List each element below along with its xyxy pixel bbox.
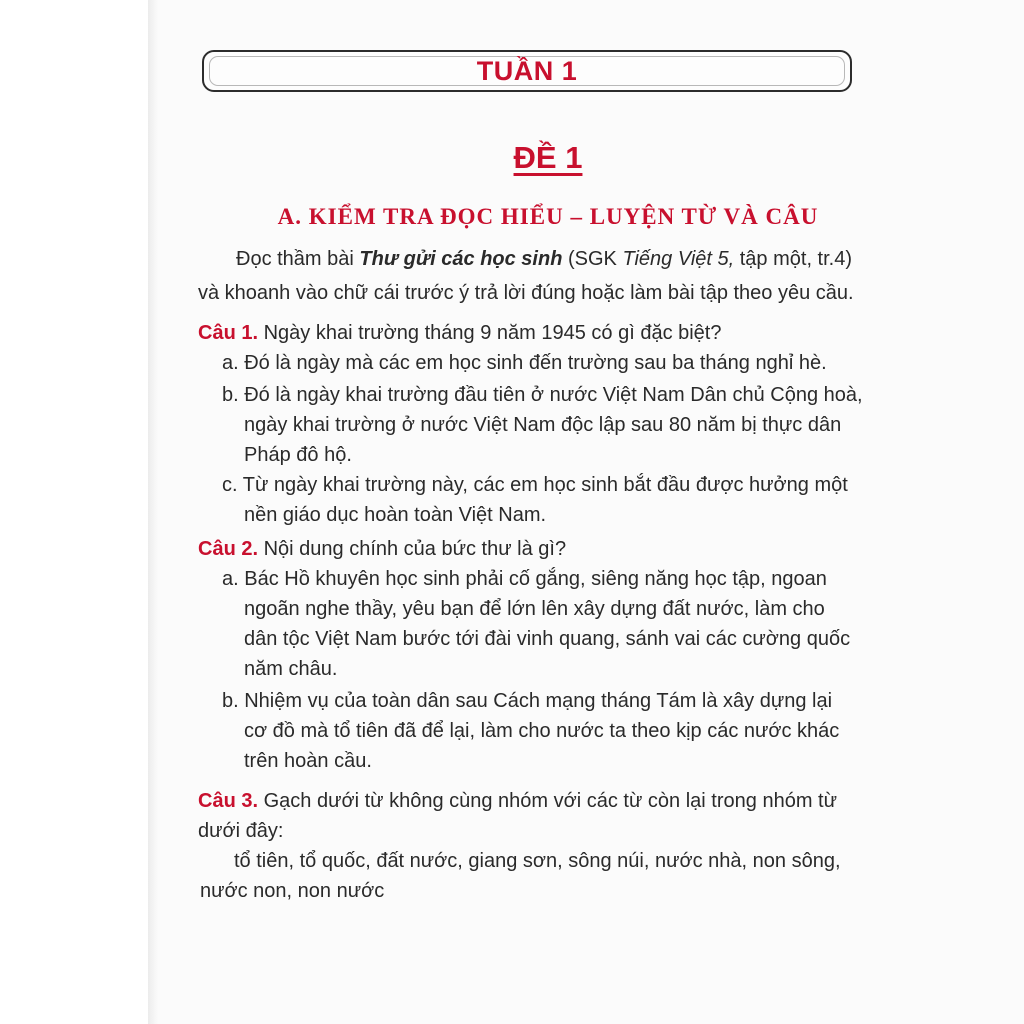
intro-line-1 (236, 246, 852, 272)
q1-option-c-line-1: c. Từ ngày khai trường này, các em học sinh bắt đầu được hưởng một (222, 474, 848, 496)
question-1-label: Câu 1. (198, 322, 259, 344)
q2-option-a-line-3: dân tộc Việt Nam bước tới đài vinh quang, sánh vai các cường quốc (244, 628, 851, 650)
question-3 (198, 788, 837, 814)
q3-words-line-1: tổ tiên, tổ quốc, đất nước, giang sơn, sông núi, nước nhà, non sông, (234, 850, 841, 872)
q1-option-b-line-3: Pháp đô hộ. (244, 444, 352, 466)
q2-option-b-line-2: cơ đồ mà tổ tiên đã để lại, làm cho nước ta theo kịp các nước khác (244, 720, 840, 742)
question-3-label: Câu 3. (198, 790, 259, 812)
question-1 (198, 320, 722, 346)
question-2-label: Câu 2. (198, 538, 259, 560)
q1-option-a: a. Đó là ngày mà các em học sinh đến trường sau ba tháng nghỉ hè. (222, 352, 827, 374)
question-3-line-2: dưới đây: (198, 820, 284, 842)
exam-title (148, 140, 948, 176)
q1-option-b-line-2: ngày khai trường ở nước Việt Nam độc lập sau 80 năm bị thực dân (244, 414, 842, 436)
question-2 (198, 536, 566, 562)
q1-option-c-line-2: nền giáo dục hoàn toàn Việt Nam. (244, 504, 547, 526)
textbook-page (148, 0, 1024, 1024)
section-title: A. KIỂM TRA ĐỌC HIỂU – LUYỆN TỪ VÀ CÂU (277, 204, 819, 229)
q2-option-a-line-4: năm châu. (244, 658, 338, 680)
exam-title-text: ĐỀ 1 (513, 140, 583, 175)
intro-line-2: và khoanh vào chữ cái trước ý trả lời đúng hoặc làm bài tập theo yêu cầu. (198, 282, 854, 304)
week-banner (202, 50, 852, 92)
q2-option-b-line-3: trên hoàn cầu. (244, 750, 372, 772)
intro-prefix: Đọc thầm bài (236, 248, 360, 270)
intro-book: Tiếng Việt 5, (622, 248, 735, 270)
intro-suffix: tập một, tr.4) (734, 248, 853, 270)
question-3-text: Gạch dưới từ không cùng nhóm với các từ còn lại trong nhóm từ (258, 790, 837, 812)
q3-words-line-2: nước non, non nước (200, 880, 385, 902)
q2-option-a-line-2: ngoãn nghe thầy, yêu bạn để lớn lên xây dựng đất nước, làm cho (244, 598, 825, 620)
week-title: TUẦN 1 (476, 55, 578, 86)
q1-option-b-line-1: b. Đó là ngày khai trường đầu tiên ở nước Việt Nam Dân chủ Cộng hoà, (222, 384, 863, 406)
question-2-text: Nội dung chính của bức thư là gì? (258, 538, 567, 560)
q2-option-b-line-1: b. Nhiệm vụ của toàn dân sau Cách mạng tháng Tám là xây dựng lại (222, 690, 833, 712)
question-1-text: Ngày khai trường tháng 9 năm 1945 có gì đặc biệt? (258, 322, 722, 344)
intro-lesson-title: Thư gửi các học sinh (359, 248, 563, 270)
intro-mid: (SGK (562, 248, 623, 270)
q2-option-a-line-1: a. Bác Hồ khuyên học sinh phải cố gắng, siêng năng học tập, ngoan (222, 568, 827, 590)
